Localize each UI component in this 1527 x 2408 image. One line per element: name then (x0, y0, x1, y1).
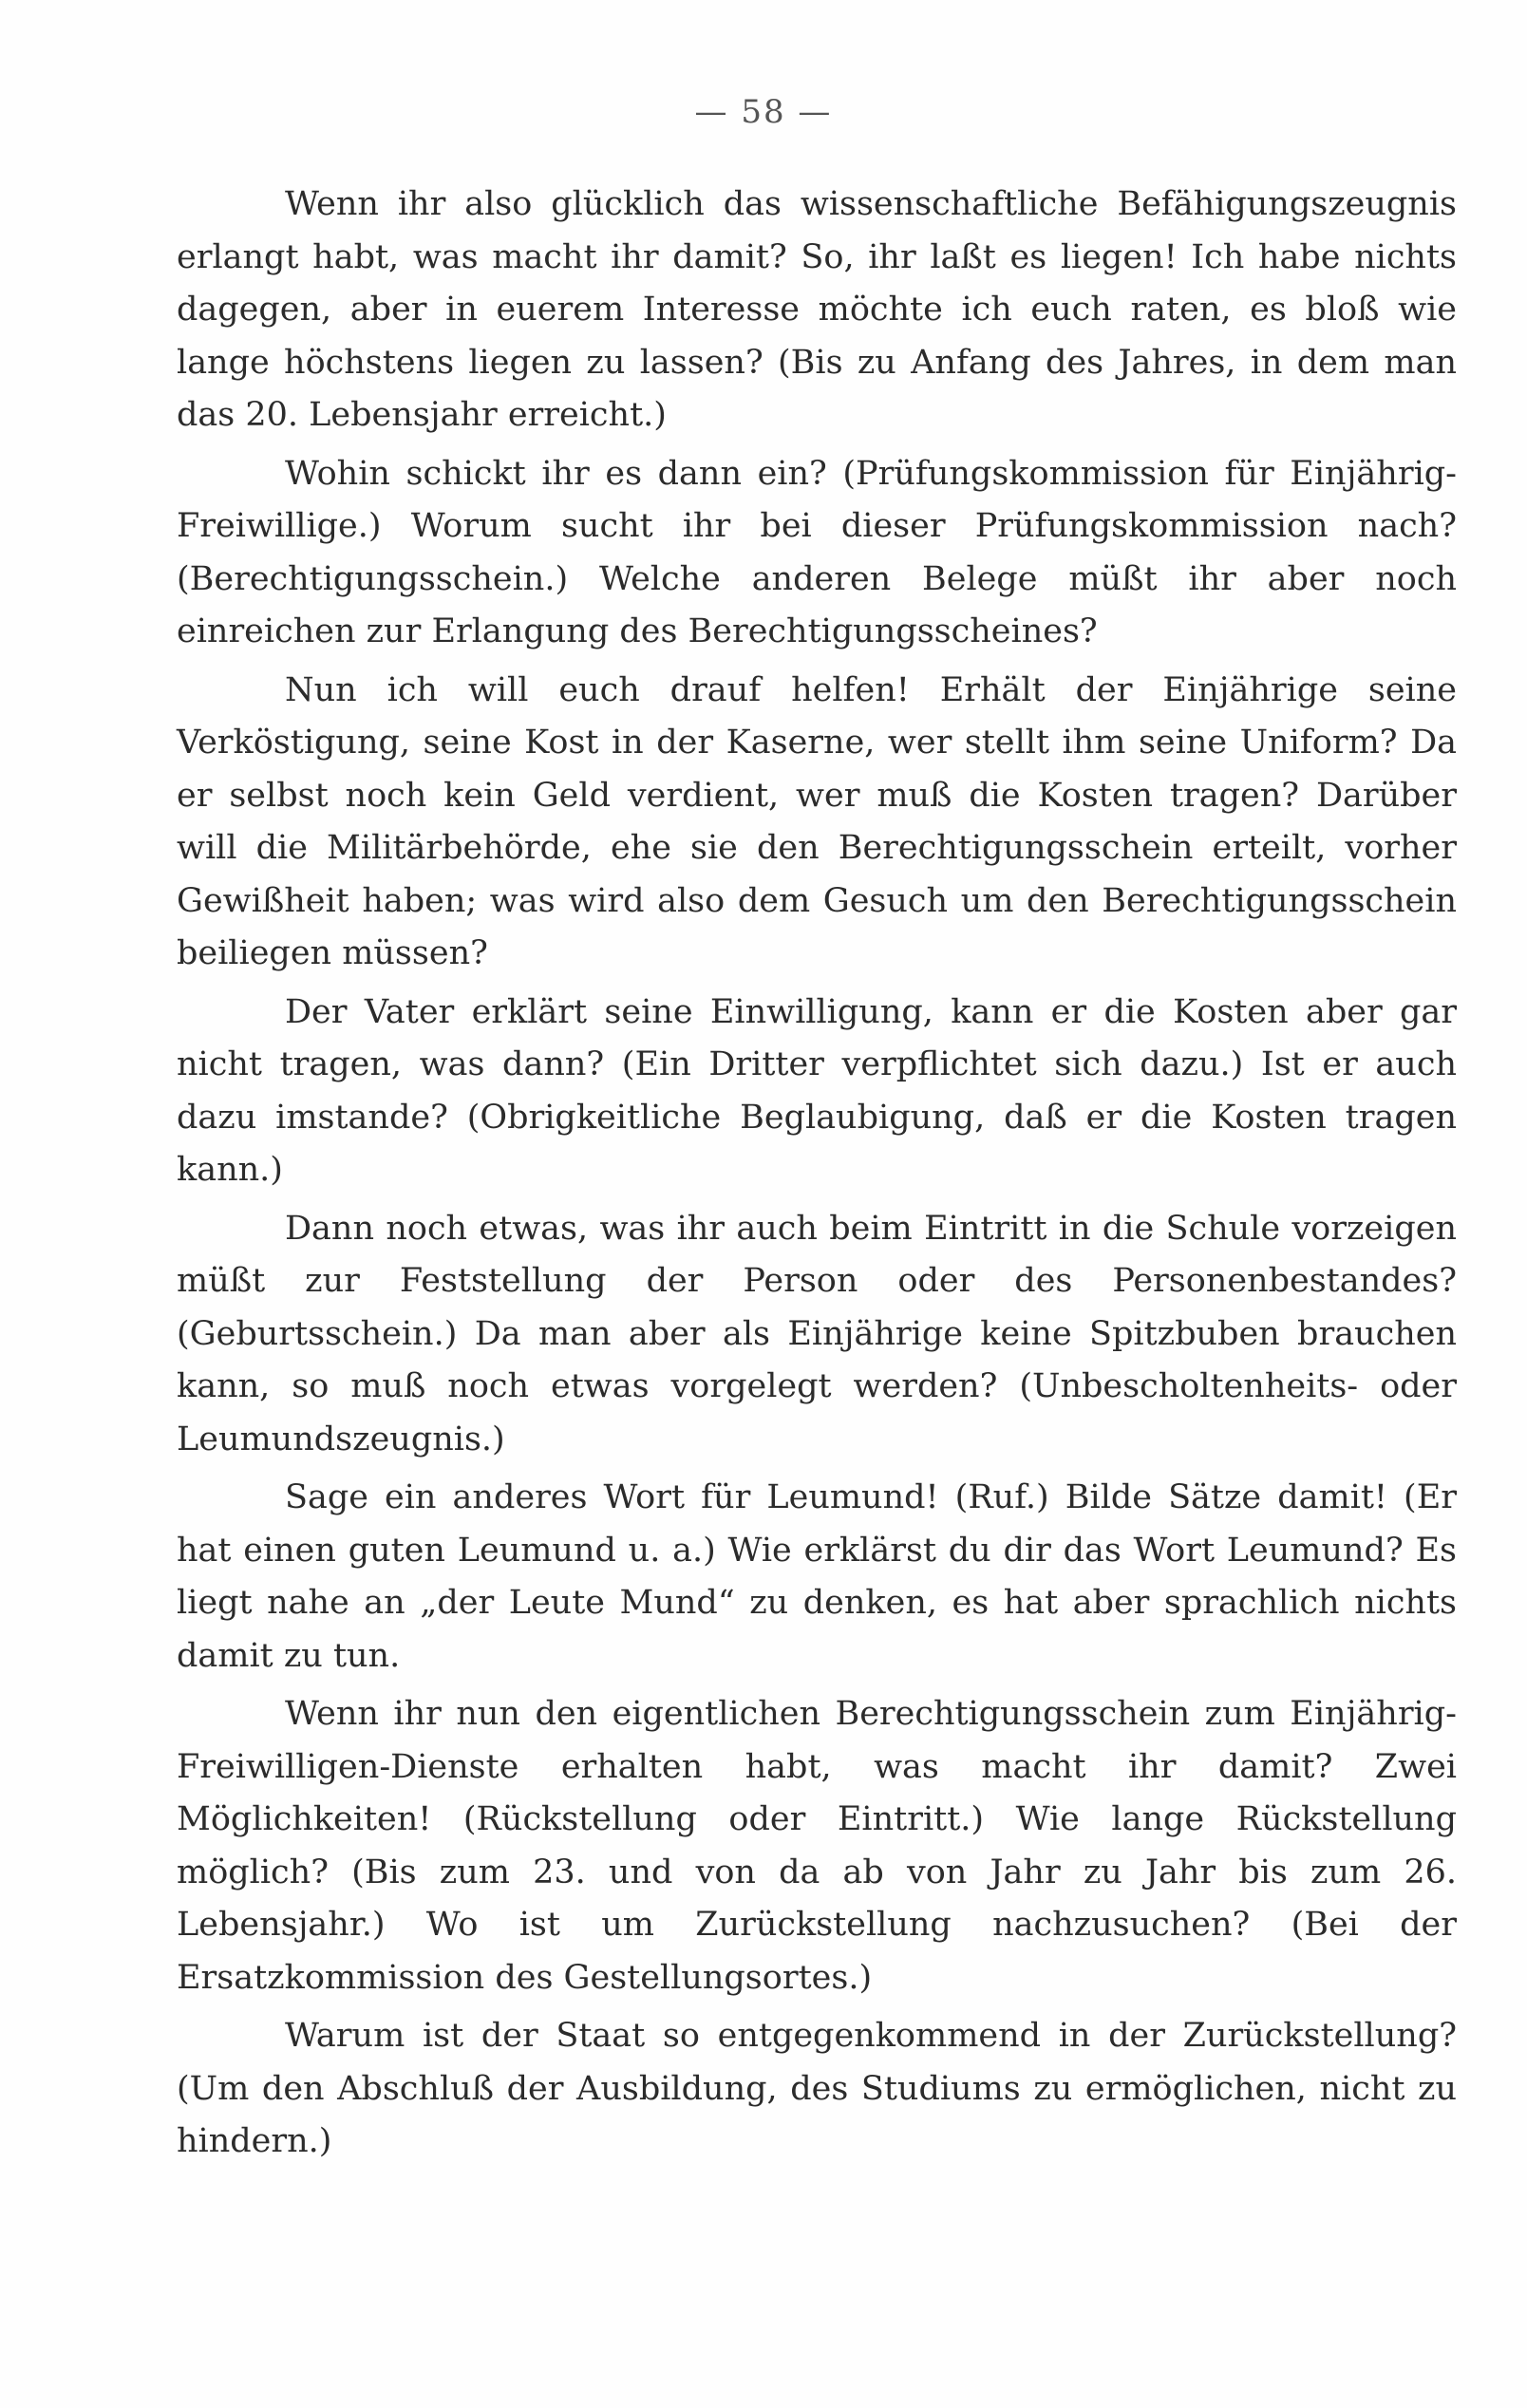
paragraph: Wenn ihr also glücklich das wissenschaftliche Befähigungszeugnis erlangt habt, was macht ihr damit? So, ihr laßt es liegen! Ich habe nichts dagegen, aber in euerem Interesse möchte ich euch raten, es bloß wie lange höchstens liegen zu lassen? (Bis zu Anfang des Jahres, in dem man das 20. Lebensjahr erreicht.) (177, 185, 1457, 434)
paragraph: Wenn ihr nun den eigentlichen Berechtigungsschein zum Einjährig-Freiwilligen-Dienste erhalten habt, was macht ihr damit? Zwei Möglichkeiten! (Rückstellung oder Eintritt.) Wie lange Rückstellung möglich? (Bis zum 23. und von da ab von Jahr zu Jahr bis zum 26. Lebensjahr.) Wo ist um Zurückstellung nachzusuchen? (Bei der Ersatzkommission des Gestellungsortes.) (177, 1695, 1457, 1997)
paragraph: Warum ist der Staat so entgegenkommend in der Zurückstellung? (Um den Abschluß der Ausbildung, des Studiums zu ermöglichen, nicht zu hindern.) (177, 2017, 1457, 2160)
paragraph: Nun ich will euch drauf helfen! Erhält der Einjährige seine Verköstigung, seine Kost in der Kaserne, wer stellt ihm seine Uniform? Da er selbst noch kein Geld verdient, wer muß die Kosten tragen? Darüber will die Militärbehörde, ehe sie den Berechtigungsschein erteilt, vorher Gewißheit haben; was wird also dem Gesuch um den Berechtigungsschein beiliegen müssen? (177, 670, 1457, 972)
paragraph: Wohin schickt ihr es dann ein? (Prüfungskommission für Einjährig-Freiwillige.) Worum sucht ihr bei dieser Prüfungskommission nach? (Berechtigungsschein.) Welche anderen Belege müßt ihr aber noch einreichen zur Erlangung des Berechtigungsscheines? (177, 454, 1457, 650)
body-text (177, 179, 1457, 2174)
paragraph: Der Vater erklärt seine Einwilligung, kann er die Kosten aber gar nicht tragen, was dann? (Ein Dritter verpflichtet sich dazu.) Ist er auch dazu imstande? (Obrigkeitliche Beglaubigung, daß er die Kosten tragen kann.) (177, 992, 1457, 1189)
paragraph: Dann noch etwas, was ihr auch beim Eintritt in die Schule vorzeigen müßt zur Feststellung der Person oder des Personenbestandes? (Geburtsschein.) Da man aber als Einjährige keine Spitzbuben brauchen kann, so muß noch etwas vorgelegt werden? (Unbescholtenheits- oder Leumundszeugnis.) (177, 1209, 1457, 1458)
paragraph: Sage ein anderes Wort für Leumund! (Ruf.) Bilde Sätze damit! (Er hat einen guten Leumund u. a.) Wie erklärst du dir das Wort Leumund? Es liegt nahe an „der Leute Mund“ zu denken, es hat aber sprachlich nichts damit zu tun. (177, 1478, 1457, 1675)
page-number: — 58 — (694, 93, 833, 131)
